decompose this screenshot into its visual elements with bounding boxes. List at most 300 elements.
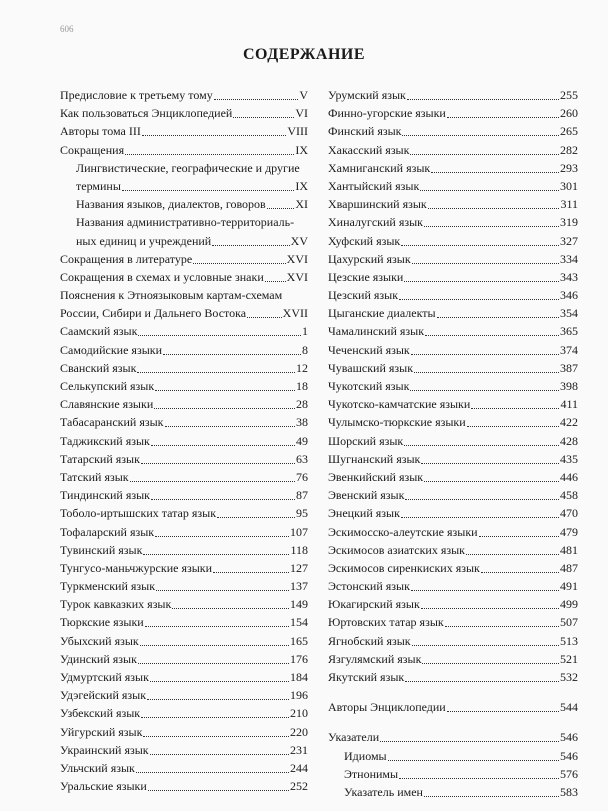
toc-entry[interactable]: [60, 561, 308, 576]
toc-entry-label: Турок кавказких язык: [60, 597, 172, 612]
toc-entry[interactable]: [60, 415, 308, 430]
toc-entry-page: 327: [560, 233, 578, 248]
toc-entry[interactable]: [328, 470, 578, 485]
toc-entry-label: Язгулямский язык: [328, 651, 422, 666]
dot-leader: [136, 772, 289, 773]
dot-leader: [399, 299, 559, 300]
toc-entry-page: 521: [560, 651, 578, 666]
toc-entry-label: Лингвистические, географические и другие: [76, 160, 300, 175]
toc-entry[interactable]: [60, 761, 308, 776]
toc-entry[interactable]: [328, 343, 578, 358]
toc-entry-label: Авторы тома III: [60, 124, 141, 139]
toc-entry-page: 49: [296, 433, 308, 448]
toc-entry-page: 311: [560, 197, 578, 212]
dot-leader: [401, 245, 559, 246]
dot-leader: [172, 608, 289, 609]
toc-entry[interactable]: [60, 579, 308, 594]
toc-entry-label: Цезский язык: [328, 288, 399, 303]
toc-entry[interactable]: [60, 725, 308, 740]
toc-entry-page: 374: [560, 342, 578, 357]
toc-entry-label: Чамалинский язык: [328, 324, 425, 339]
toc-entry[interactable]: [328, 161, 578, 176]
toc-entry[interactable]: [60, 124, 308, 139]
toc-entry[interactable]: [60, 179, 308, 194]
toc-entry-label: Пояснения к Этноязыковым картам-схемам: [60, 288, 283, 303]
dot-leader: [130, 481, 295, 482]
toc-entry-page: 95: [296, 506, 308, 521]
toc-entry[interactable]: [60, 652, 308, 667]
toc-entry-label: Сокращения: [60, 142, 125, 157]
toc-entry-label: Эскимосско-алеутские языки: [328, 524, 478, 539]
toc-entry[interactable]: [328, 749, 578, 764]
toc-entry[interactable]: [60, 379, 308, 394]
toc-entry[interactable]: [328, 452, 578, 467]
toc-entry-page: XVII: [282, 306, 308, 321]
dot-leader: [143, 736, 289, 737]
toc-entry-page: 301: [560, 178, 578, 193]
toc-entry[interactable]: [328, 288, 578, 303]
dot-leader: [143, 554, 289, 555]
toc-entry-label-continuation: термины: [76, 178, 121, 193]
toc-entry-label: Хакасский язык: [328, 142, 410, 157]
toc-entry-label-continuation: России, Сибири и Дальнего Востока: [60, 306, 247, 321]
toc-entry-label: Названия языков, диалектов, говоров: [76, 197, 266, 212]
dot-leader: [142, 135, 286, 136]
toc-entry[interactable]: [328, 785, 578, 800]
toc-entry[interactable]: [328, 234, 578, 249]
dot-leader: [155, 536, 289, 537]
dot-leader: [155, 390, 295, 391]
toc-entry[interactable]: [328, 88, 578, 103]
dot-leader: [479, 536, 559, 537]
toc-entry-page: 481: [560, 542, 578, 557]
toc-entry-page: 479: [560, 524, 578, 539]
toc-entry-label: Цезские языки: [328, 269, 404, 284]
toc-entry[interactable]: [328, 506, 578, 521]
toc-entry[interactable]: [60, 688, 308, 703]
dot-leader: [141, 463, 295, 464]
dot-leader: [151, 499, 295, 500]
toc-entry-page: 28: [296, 397, 308, 412]
toc-entry-page: 546: [560, 730, 578, 745]
toc-entry-page: 435: [560, 451, 578, 466]
toc-spacer: [328, 688, 578, 700]
toc-entry-label: Ульчский язык: [60, 760, 135, 775]
dot-leader: [424, 481, 559, 482]
toc-entry[interactable]: [328, 252, 578, 267]
dot-leader: [165, 426, 296, 427]
toc-entry-label: Селькупский язык: [60, 379, 155, 393]
toc-entry[interactable]: [60, 306, 308, 321]
toc-entry-label: Эскимосов азиатских язык: [328, 542, 466, 557]
dot-leader: [447, 117, 559, 118]
toc-entry-label: Указатели: [328, 730, 380, 745]
toc-entry-page: 293: [560, 160, 578, 175]
toc-entry-page: 365: [560, 324, 578, 339]
toc-entry-page: 76: [296, 469, 308, 484]
toc-entry-label: Таджикский язык: [60, 433, 150, 448]
toc-entry-page: 210: [290, 706, 308, 721]
toc-entry-label: Тунгусо-маньчжурские языки: [60, 560, 213, 575]
toc-entry-page: 532: [560, 670, 578, 684]
toc-entry-label: Якутский язык: [328, 670, 405, 684]
toc-entry[interactable]: [328, 670, 578, 685]
toc-entry-page: 446: [560, 469, 578, 484]
toc-entry-page: XVI: [286, 251, 308, 266]
toc-entry[interactable]: [60, 525, 308, 540]
dot-leader: [424, 796, 559, 797]
toc-entry[interactable]: [328, 379, 578, 394]
toc-entry[interactable]: [60, 143, 308, 158]
toc-entry-label: Хантыйский язык: [328, 178, 420, 193]
toc-entry-page: 265: [560, 124, 578, 139]
toc-entry-page: 18: [296, 379, 308, 393]
dot-leader: [267, 208, 295, 209]
dot-leader: [217, 517, 295, 518]
toc-entry-label: Цыганские диалекты: [328, 306, 436, 321]
dot-leader: [193, 263, 286, 264]
toc-entry-label: Чулымско-тюркские языки: [328, 415, 466, 430]
toc-entry[interactable]: [60, 488, 308, 503]
dot-leader: [405, 681, 559, 682]
toc-entry-label: Украинский язык: [60, 742, 149, 757]
toc-entry-label: Чукотский язык: [328, 379, 410, 393]
dot-leader: [402, 135, 559, 136]
toc-entry-page: V: [299, 88, 308, 102]
toc-entry-page: XVI: [286, 269, 308, 284]
toc-entry-label: Тофаларский язык: [60, 524, 155, 539]
toc-entry[interactable]: [60, 470, 308, 485]
toc-entry[interactable]: [328, 306, 578, 321]
dot-leader: [424, 226, 559, 227]
toc-entry-page: 38: [296, 415, 308, 430]
toc-entry-label: Уральские языки: [60, 779, 147, 794]
toc-entry-label: Тиндинский язык: [60, 488, 150, 503]
toc-entry[interactable]: [60, 234, 308, 249]
dot-leader: [428, 208, 560, 209]
toc-entry-label: Удэгейский язык: [60, 688, 147, 703]
toc-entry-page: 387: [560, 360, 578, 375]
toc-entry-label: Урумский язык: [328, 88, 406, 102]
dot-leader: [137, 372, 295, 373]
toc-entry-page: 491: [560, 579, 578, 594]
toc-entry-page: VIII: [287, 124, 308, 139]
toc-entry-label: Тувинский язык: [60, 542, 143, 557]
toc-entry-page: 576: [560, 766, 578, 781]
toc-entry[interactable]: [60, 743, 308, 758]
toc-entry[interactable]: [328, 525, 578, 540]
toc-entry[interactable]: [328, 615, 578, 630]
dot-leader: [410, 154, 559, 155]
toc-entry-page: 487: [560, 560, 578, 575]
dot-leader: [425, 335, 559, 336]
toc-entry-page: 231: [290, 742, 308, 757]
toc-entry-page: 422: [560, 415, 578, 430]
toc-entry[interactable]: [60, 88, 308, 103]
dot-leader: [265, 281, 286, 282]
toc-entry-label: Юртовских татар язык: [328, 615, 444, 630]
toc-entry-label: Чеченский язык: [328, 342, 410, 357]
toc-entry[interactable]: [60, 597, 308, 612]
toc-entry-page: 184: [290, 670, 308, 684]
toc-entry-page: 154: [290, 615, 308, 630]
dot-leader: [122, 190, 294, 191]
dot-leader: [150, 681, 289, 682]
dot-leader: [147, 699, 289, 700]
dot-leader: [412, 263, 559, 264]
toc-entry-page: 118: [290, 542, 308, 557]
toc-entry-page: 428: [560, 433, 578, 448]
dot-leader: [388, 760, 559, 761]
toc-entry-label: Шугнанский язык: [328, 451, 421, 466]
dot-leader: [148, 790, 289, 791]
toc-entry-label: Татский язык: [60, 469, 129, 484]
dot-leader: [422, 663, 559, 664]
toc-entry[interactable]: [60, 361, 308, 376]
toc-entry[interactable]: [328, 730, 578, 745]
dot-leader: [407, 99, 559, 100]
toc-entry[interactable]: [328, 561, 578, 576]
dot-leader: [421, 463, 559, 464]
dot-leader: [431, 172, 559, 173]
toc-spacer: [328, 718, 578, 730]
toc-entry[interactable]: [328, 361, 578, 376]
toc-entry-page: 544: [560, 700, 578, 715]
toc-entry-label: Хамниганский язык: [328, 160, 431, 175]
toc-entry-label: Этнонимы: [344, 766, 399, 781]
toc-entry-page: 343: [560, 269, 578, 284]
toc-entry-label: Табасаранский язык: [60, 415, 164, 430]
toc-entry[interactable]: [60, 779, 308, 794]
toc-entry[interactable]: [60, 343, 308, 358]
toc-entry[interactable]: [60, 197, 308, 212]
dot-leader: [140, 645, 289, 646]
toc-entry-label: Финский язык: [328, 124, 402, 139]
toc-entry[interactable]: [60, 106, 308, 121]
toc-entry-label: Юкагирский язык: [328, 597, 420, 612]
toc-entry[interactable]: [60, 634, 308, 649]
dot-leader: [212, 245, 289, 246]
dot-leader: [233, 117, 294, 118]
toc-entry-page: 137: [290, 579, 308, 594]
toc-entry-page: IX: [295, 142, 308, 157]
toc-entry-page: 252: [290, 779, 308, 794]
toc-entry-page: 149: [290, 597, 308, 612]
toc-entry-label: Шорский язык: [328, 433, 404, 448]
toc-entry[interactable]: [328, 597, 578, 612]
toc-entry[interactable]: [328, 488, 578, 503]
toc-entry-page: VI: [295, 106, 308, 121]
toc-entry-label: Ягнобский язык: [328, 633, 411, 648]
dot-leader: [138, 663, 289, 664]
toc-entry-page: XV: [290, 233, 308, 248]
toc-entry[interactable]: [60, 397, 308, 412]
dot-leader: [421, 608, 559, 609]
toc-entry-label: Татарский язык: [60, 451, 140, 466]
toc-entry[interactable]: [328, 415, 578, 430]
toc-entry-page: 507: [560, 615, 578, 630]
dot-leader: [125, 154, 294, 155]
toc-entry-page: 244: [290, 760, 308, 775]
toc-entry-page: 282: [560, 142, 578, 157]
dot-leader: [156, 590, 289, 591]
toc-entry-label: Хваршинский язык: [328, 197, 427, 212]
toc-entry-label: Энецкий язык: [328, 506, 400, 521]
dot-leader: [447, 711, 559, 712]
toc-entry[interactable]: [60, 434, 308, 449]
toc-entry[interactable]: [328, 543, 578, 558]
toc-entry[interactable]: [60, 252, 308, 267]
dot-leader: [138, 335, 301, 336]
toc-entry-page: 346: [560, 288, 578, 303]
toc-entry[interactable]: [328, 634, 578, 649]
toc-entry[interactable]: [328, 106, 578, 121]
toc-entry[interactable]: [60, 506, 308, 521]
toc-entry-label: Хиналугский язык: [328, 215, 424, 230]
toc-entry-label-continuation: ных единиц и учреждений: [76, 233, 212, 248]
toc-entry[interactable]: [328, 652, 578, 667]
toc-entry-label: Предисловие к третьему тому: [60, 88, 213, 102]
toc-entry-label: Убыхский язык: [60, 633, 139, 648]
toc-entry-label: Хуфский язык: [328, 233, 401, 248]
toc-entry-page: 196: [290, 688, 308, 703]
dot-leader: [163, 354, 301, 355]
toc-entry-label: Эвенкийский язык: [328, 469, 424, 484]
toc-entry[interactable]: [328, 700, 578, 715]
dot-leader: [404, 445, 559, 446]
toc-entry-label: Туркменский язык: [60, 579, 156, 594]
toc-entry-label: Эстонский язык: [328, 579, 410, 594]
toc-entry-page: 411: [560, 397, 578, 412]
toc-entry-label: Финно-угорские языки: [328, 106, 446, 121]
toc-entry[interactable]: [328, 434, 578, 449]
toc-entry[interactable]: [60, 270, 308, 285]
toc-entry-page: XI: [295, 197, 308, 212]
toc-entry-page: 513: [560, 633, 578, 648]
toc-entry-page: 12: [296, 360, 308, 375]
toc-entry-page: 334: [560, 251, 578, 266]
toc-entry[interactable]: [328, 579, 578, 594]
toc-entry[interactable]: [60, 452, 308, 467]
toc-entry[interactable]: [328, 397, 578, 412]
toc-entry-page: 583: [560, 784, 578, 799]
toc-entry-page: 458: [560, 488, 578, 503]
dot-leader: [404, 281, 559, 282]
toc-entry[interactable]: [60, 324, 308, 339]
toc-entry-page: 470: [560, 506, 578, 521]
toc-entry-label: Тюркские языки: [60, 615, 144, 630]
page-number: 606: [60, 24, 74, 34]
toc-entry-page: 176: [290, 651, 308, 666]
toc-entry-page: 546: [560, 748, 578, 763]
toc-entry[interactable]: [328, 197, 578, 212]
toc-entry[interactable]: [328, 270, 578, 285]
dot-leader: [471, 408, 559, 409]
toc-entry[interactable]: [60, 543, 308, 558]
toc-entry-label: Идиомы: [344, 748, 387, 763]
dot-leader: [437, 317, 559, 318]
dot-leader: [154, 408, 295, 409]
dot-leader: [412, 645, 559, 646]
toc-entry[interactable]: [328, 215, 578, 230]
toc-entry-page: 398: [560, 379, 578, 393]
toc-entry-label: Сокращения в литературе: [60, 251, 193, 266]
dot-leader: [445, 626, 559, 627]
toc-entry-label: Чувашский язык: [328, 360, 414, 375]
dot-leader: [411, 354, 559, 355]
dot-leader: [466, 554, 559, 555]
toc-entry-page: 260: [560, 106, 578, 121]
toc-entry-page: 127: [290, 560, 308, 575]
dot-leader: [399, 778, 559, 779]
toc-entry[interactable]: [328, 124, 578, 139]
dot-leader: [214, 99, 299, 100]
toc-entry-page: 220: [290, 724, 308, 739]
toc-entry-label: Названия административно-территориаль-: [76, 215, 295, 230]
dot-leader: [151, 445, 295, 446]
dot-leader: [414, 372, 559, 373]
toc-entry-page: 87: [296, 488, 308, 503]
toc-entry-label: Тоболо-иртышских татар язык: [60, 506, 217, 521]
dot-leader: [150, 754, 289, 755]
toc-entry-label: Узбекский язык: [60, 706, 141, 721]
toc-entry-label: Саамский язык: [60, 324, 138, 339]
toc-entry-label: Эвенский язык: [328, 488, 405, 503]
toc-left-column: [60, 88, 308, 797]
toc-entry-label: Сокращения в схемах и условные знаки: [60, 269, 264, 284]
dot-leader: [411, 590, 559, 591]
toc-entry-label: Удмуртский язык: [60, 670, 149, 684]
toc-entry-page: 8: [302, 342, 308, 357]
dot-leader: [141, 717, 289, 718]
toc-entry[interactable]: [328, 324, 578, 339]
toc-entry-page: 499: [560, 597, 578, 612]
page-title: СОДЕРЖАНИЕ: [242, 46, 366, 63]
dot-leader: [380, 741, 559, 742]
toc-entry-label: Сванский язык: [60, 360, 137, 375]
toc-entry-page: IX: [295, 178, 308, 193]
toc-entry[interactable]: [328, 179, 578, 194]
toc-entry-label: Удинский язык: [60, 651, 137, 666]
toc-right-column: [328, 88, 578, 803]
toc-entry[interactable]: [60, 615, 308, 630]
toc-entry-label: Самодийские языки: [60, 342, 163, 357]
dot-leader: [401, 517, 559, 518]
toc-entry-label: Чукотско-камчатские языки: [328, 397, 471, 412]
toc-entry-page: 165: [290, 633, 308, 648]
dot-leader: [405, 499, 559, 500]
toc-entry-page: 319: [560, 215, 578, 230]
toc-entry-page: 1: [302, 324, 308, 339]
toc-entry[interactable]: [60, 706, 308, 721]
toc-entry[interactable]: [328, 767, 578, 782]
toc-entry-label: Указатель имен: [344, 784, 423, 799]
dot-leader: [247, 317, 282, 318]
toc-entry-page: 255: [560, 88, 578, 102]
dot-leader: [410, 390, 559, 391]
dot-leader: [145, 626, 289, 627]
toc-entry-label: Уйгурский язык: [60, 724, 143, 739]
dot-leader: [467, 426, 559, 427]
dot-leader: [213, 572, 289, 573]
toc-entry[interactable]: [328, 143, 578, 158]
toc-entry-page: 107: [290, 524, 308, 539]
dot-leader: [481, 572, 559, 573]
toc-entry-page: 63: [296, 451, 308, 466]
toc-entry[interactable]: [60, 670, 308, 685]
toc-entry-label: Славянские языки: [60, 397, 154, 412]
toc-entry-label: Авторы Энциклопедии: [328, 700, 446, 715]
